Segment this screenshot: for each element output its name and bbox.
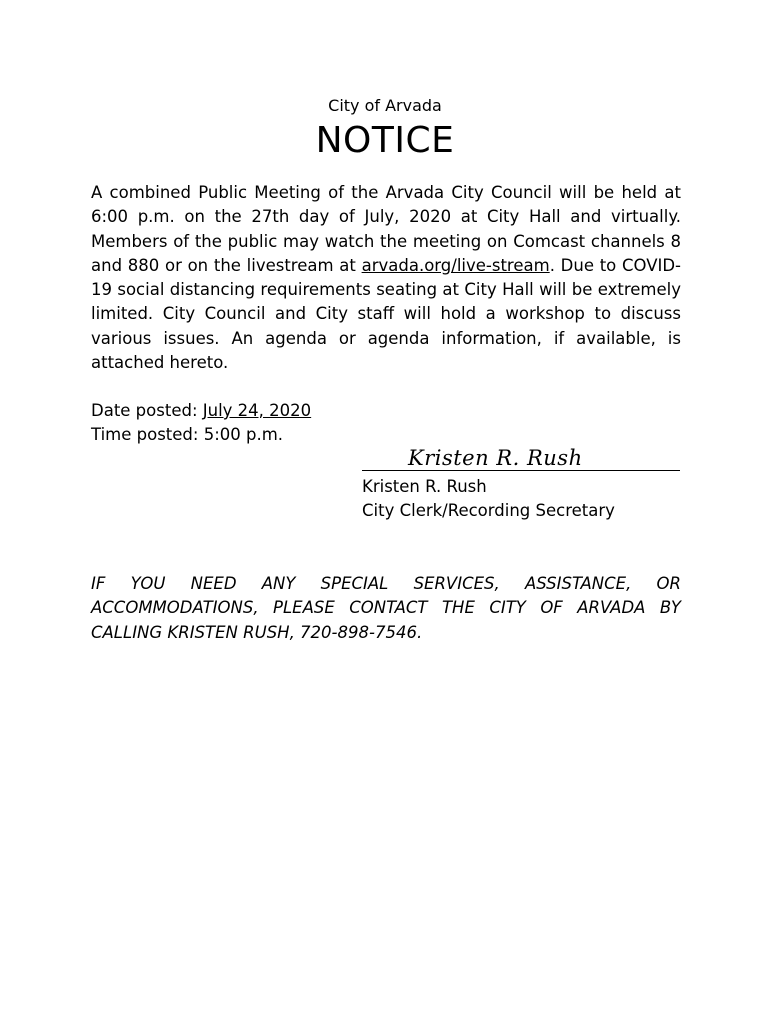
date-posted-value: July 24, 2020 bbox=[202, 401, 312, 420]
time-posted bbox=[91, 425, 283, 444]
notice-body bbox=[91, 181, 681, 375]
signer-name: Kristen R. Rush bbox=[362, 477, 487, 496]
livestream-link[interactable]: arvada.org/live-stream bbox=[361, 255, 550, 275]
signature-line bbox=[362, 470, 680, 471]
date-posted bbox=[91, 401, 311, 420]
date-posted-label: Date posted: bbox=[91, 401, 203, 420]
time-posted-value: 5:00 p.m. bbox=[203, 425, 284, 444]
signer-title: City Clerk/Recording Secretary bbox=[362, 501, 615, 520]
signature: Kristen R. Rush bbox=[408, 446, 583, 470]
notice-body-part1: A combined Public Meeting of the Arvada City Council will be held at 6:00 p.m. on the 27th day of July, 2020 at City Hall and virtually. Members of the public may watch the meeting on Comcast channels 8 and 880 or on the livestream at bbox=[91, 183, 681, 275]
notice-body-part2: . Due to COVID-19 social distancing requirements seating at City Hall will be extremely limited. City Council and City staff will hold a workshop to discuss various issues. An agenda or agenda information, if available, is attached hereto. bbox=[91, 255, 682, 373]
page-title: NOTICE bbox=[315, 120, 455, 161]
time-posted-label: Time posted: bbox=[91, 425, 204, 444]
city-name: City of Arvada bbox=[328, 96, 442, 115]
accessibility-notice: IF YOU NEED ANY SPECIAL SERVICES, ASSISTANCE, OR ACCOMMODATIONS, PLEASE CONTACT THE CITY OF ARVADA BY CALLING KRISTEN RUSH, 720-898-7546. bbox=[91, 574, 681, 642]
